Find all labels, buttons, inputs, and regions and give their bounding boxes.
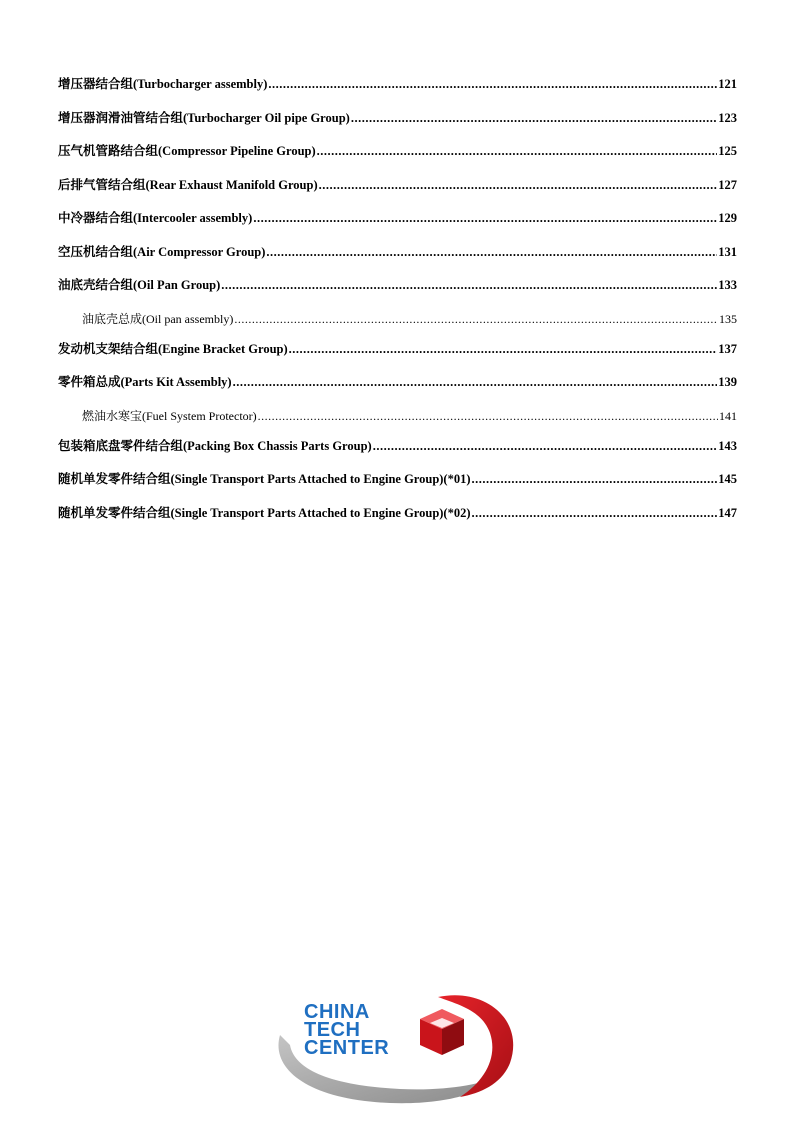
toc-entry[interactable] (58, 106, 737, 140)
toc-entry-title: 油底壳结合组(Oil Pan Group) (58, 278, 221, 292)
toc-entry-title: 油底壳总成(Oil pan assembly) (82, 311, 234, 326)
toc-dot-leader (268, 72, 717, 96)
toc-entry-page: 141 (719, 408, 737, 423)
toc-dot-leader (319, 173, 718, 197)
toc-entry-title: 燃油水寒宝(Fuel System Protector) (82, 408, 257, 423)
toc-entry-title: 随机单发零件结合组(Single Transport Parts Attached to Engine Group)(*02) (58, 505, 471, 520)
toc-entry[interactable] (58, 501, 737, 535)
toc-dot-leader (221, 273, 717, 297)
toc-entry-page: 137 (718, 341, 737, 356)
toc-dot-leader (351, 106, 717, 130)
toc-entry-page: 133 (718, 278, 737, 292)
toc-entry-page: 123 (718, 110, 737, 125)
toc-subentry[interactable] (58, 404, 737, 434)
toc-entry-page: 121 (718, 77, 737, 91)
toc-dot-leader (253, 206, 717, 230)
toc-entry-page: 131 (718, 244, 737, 259)
toc-entry-title: 零件箱总成(Parts Kit Assembly) (58, 375, 232, 389)
toc-subentry[interactable] (58, 307, 737, 337)
toc-entry[interactable] (58, 206, 737, 240)
toc-entry[interactable] (58, 240, 737, 274)
toc-dot-leader (233, 370, 718, 394)
toc-entry-title: 压气机管路结合组(Compressor Pipeline Group) (58, 144, 316, 158)
logo-graphic (270, 985, 530, 1110)
toc-entry-page: 147 (718, 505, 737, 520)
logo-text-china: CHINA (304, 1001, 370, 1023)
toc-entry-title: 增压器结合组(Turbocharger assembly) (58, 77, 268, 91)
toc-entry-page: 143 (718, 438, 737, 453)
toc-dot-leader (266, 240, 717, 264)
toc-dot-leader (258, 404, 718, 428)
toc-entry-page: 145 (718, 472, 737, 486)
toc-dot-leader (234, 307, 718, 331)
toc-entry-page: 139 (718, 375, 737, 389)
table-of-contents (58, 72, 737, 534)
toc-entry-page: 135 (719, 311, 737, 326)
toc-entry[interactable] (58, 139, 737, 173)
red-cube-icon (420, 1009, 464, 1055)
toc-entry-title: 后排气管结合组(Rear Exhaust Manifold Group) (58, 177, 318, 192)
toc-entry-title: 空压机结合组(Air Compressor Group) (58, 244, 266, 259)
toc-entry[interactable] (58, 434, 737, 468)
toc-entry[interactable] (58, 467, 737, 501)
toc-entry-title: 包装箱底盘零件结合组(Packing Box Chassis Parts Group) (58, 438, 372, 453)
toc-entry-title: 中冷器结合组(Intercooler assembly) (58, 211, 253, 225)
toc-entry[interactable] (58, 72, 737, 106)
toc-entry[interactable] (58, 370, 737, 404)
toc-dot-leader (289, 337, 718, 361)
toc-dot-leader (472, 467, 718, 491)
toc-entry-page: 125 (718, 144, 737, 158)
logo-text-tech: TECH (304, 1019, 361, 1041)
logo-text-center: CENTER (304, 1037, 390, 1059)
toc-entry-title: 发动机支架结合组(Engine Bracket Group) (58, 341, 288, 356)
toc-dot-leader (472, 501, 718, 525)
toc-dot-leader (317, 139, 718, 163)
toc-entry-title: 增压器润滑油管结合组(Turbocharger Oil pipe Group) (58, 110, 350, 125)
toc-entry[interactable] (58, 173, 737, 207)
toc-dot-leader (373, 434, 718, 458)
toc-entry[interactable] (58, 273, 737, 307)
toc-entry-page: 129 (718, 211, 737, 225)
toc-entry[interactable] (58, 337, 737, 371)
toc-entry-title: 随机单发零件结合组(Single Transport Parts Attached to Engine Group)(*01) (58, 472, 471, 486)
china-tech-center-logo (270, 985, 530, 1110)
toc-entry-page: 127 (718, 177, 737, 192)
